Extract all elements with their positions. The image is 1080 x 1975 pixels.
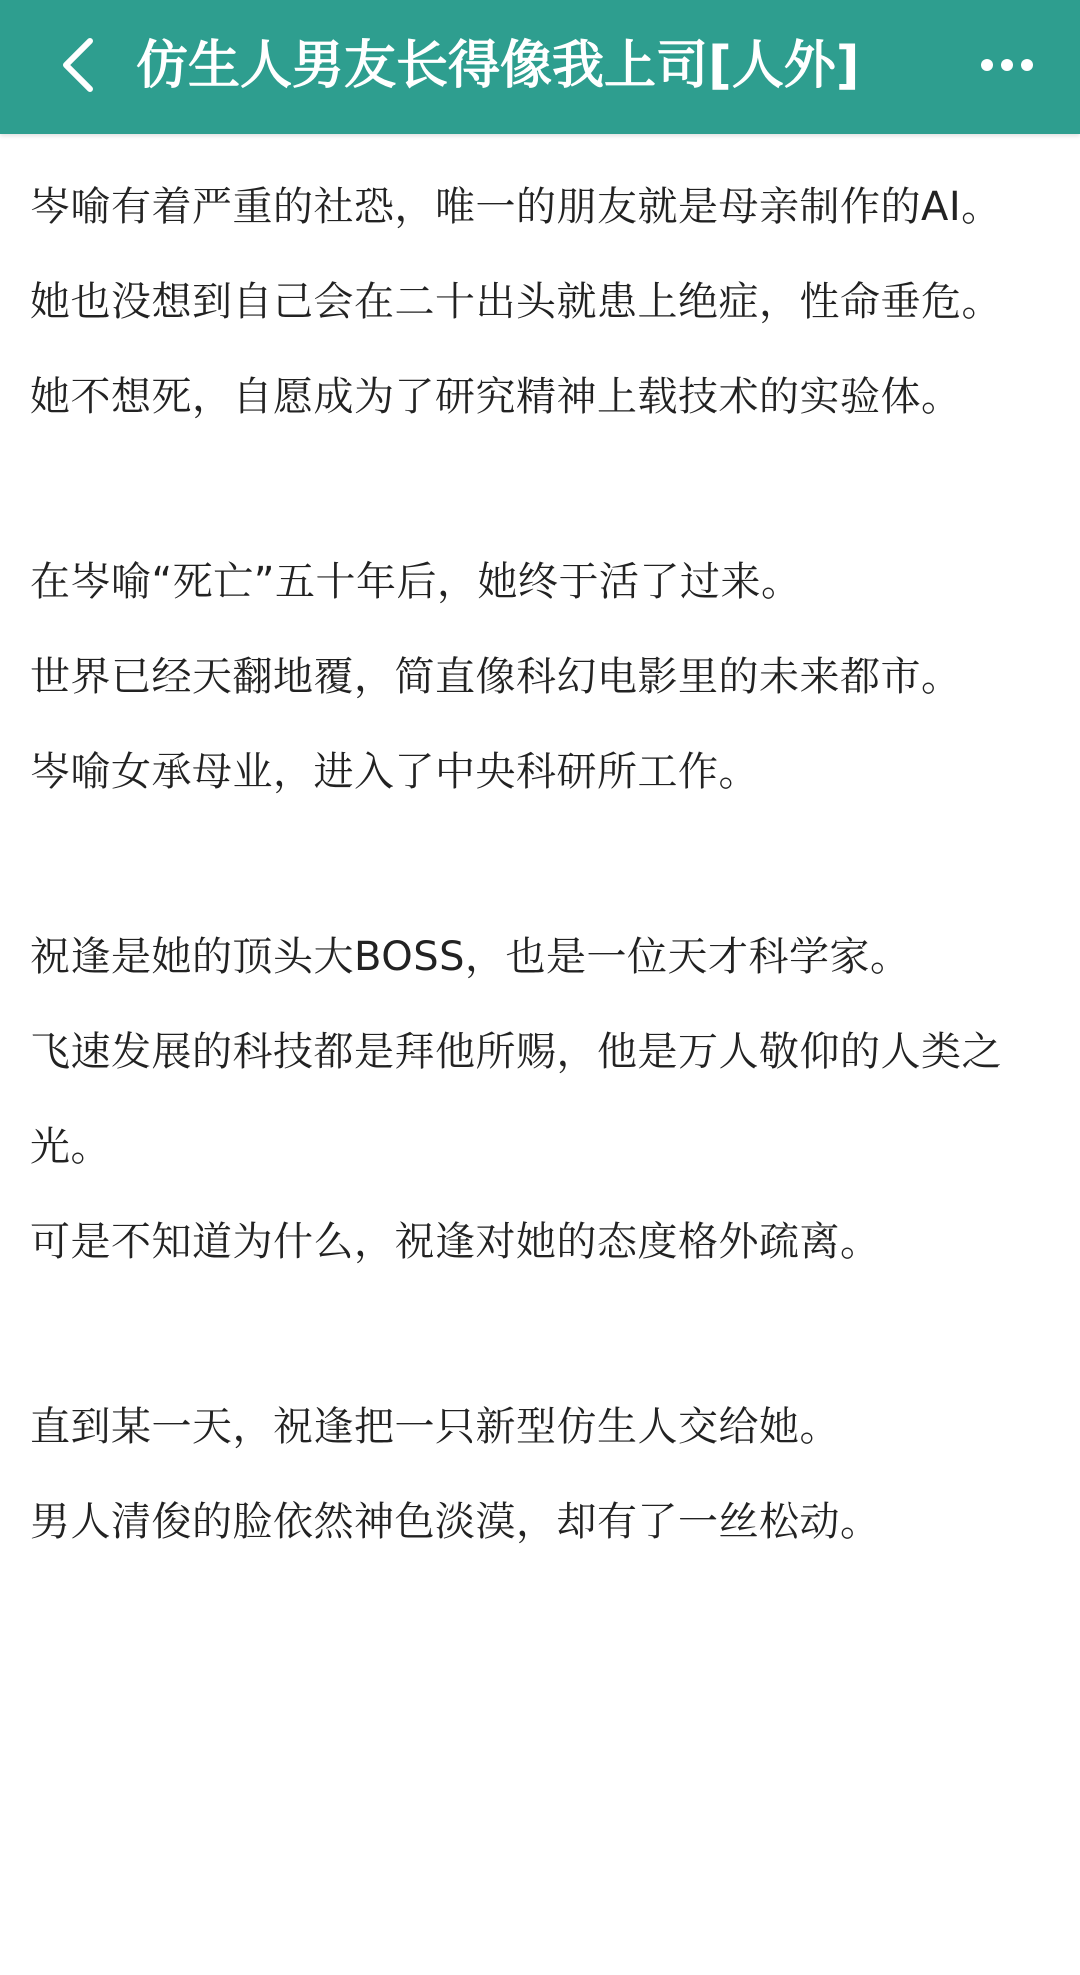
paragraph-gap <box>30 445 1040 535</box>
page-title: 仿生人男友长得像我上司[人外] <box>136 36 860 96</box>
more-options-button[interactable] <box>972 40 1042 90</box>
paragraph: 在岑喻“死亡”五十年后，她终于活了过来。 <box>30 559 802 605</box>
paragraph: 她也没想到自己会在二十出头就患上绝症，性命垂危。 <box>30 279 1002 325</box>
article-body <box>30 160 1040 1570</box>
chevron-left-icon <box>58 37 98 93</box>
paragraph: 男人清俊的脸依然神色淡漠，却有了一丝松动。 <box>30 1499 881 1545</box>
paragraph: 岑喻女承母业，进入了中央科研所工作。 <box>30 749 759 795</box>
paragraph: 直到某一天，祝逢把一只新型仿生人交给她。 <box>30 1404 840 1450</box>
paragraph: 飞速发展的科技都是拜他所赐，他是万人敬仰的人类之光。 <box>30 1029 1002 1170</box>
paragraph: 可是不知道为什么，祝逢对她的态度格外疏离。 <box>30 1219 881 1265</box>
paragraph: 世界已经天翻地覆，简直像科幻电影里的未来都市。 <box>30 654 962 700</box>
paragraph: 岑喻有着严重的社恐，唯一的朋友就是母亲制作的AI。 <box>30 184 1002 230</box>
paragraph: 祝逢是她的顶头大BOSS，也是一位天才科学家。 <box>30 934 911 980</box>
back-button[interactable] <box>48 30 108 100</box>
top-app-bar <box>0 0 1080 134</box>
paragraph: 她不想死，自愿成为了研究精神上载技术的实验体。 <box>30 374 962 420</box>
more-horizontal-icon <box>980 58 1034 72</box>
paragraph-gap <box>30 1290 1040 1380</box>
paragraph-gap <box>30 820 1040 910</box>
